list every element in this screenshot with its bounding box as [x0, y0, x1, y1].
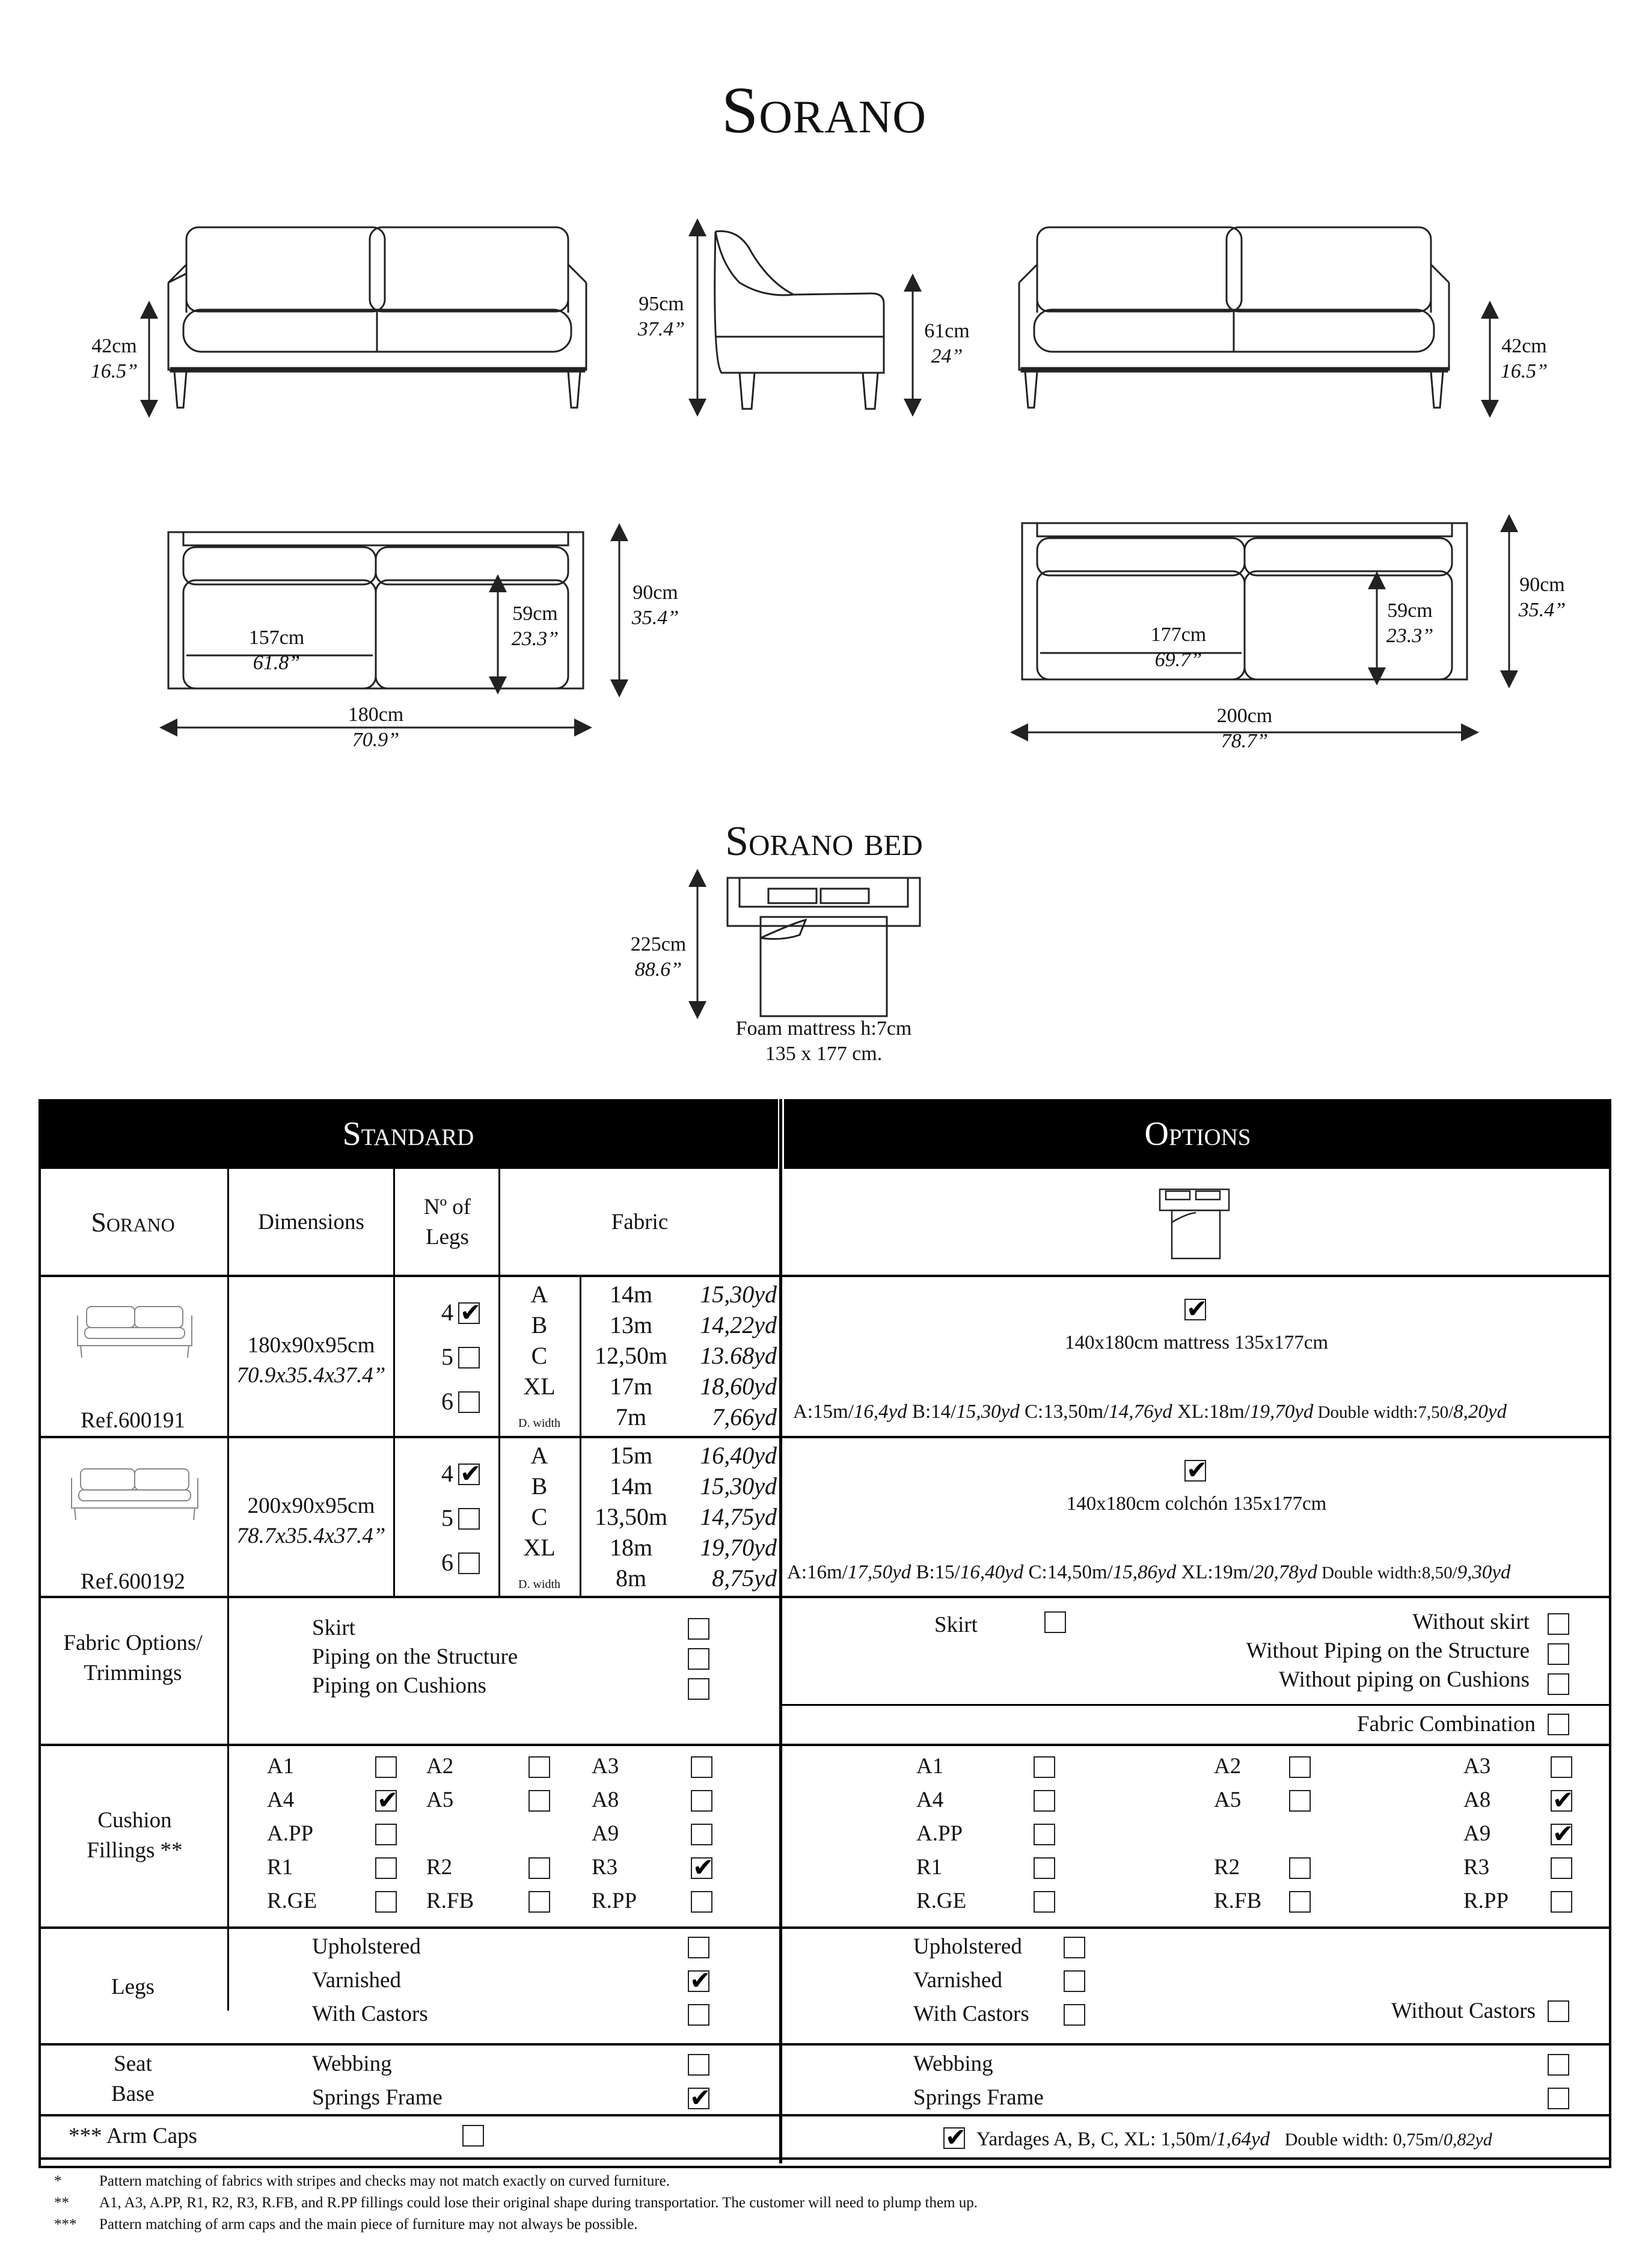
- yardage-part: 15,86yd: [1112, 1562, 1177, 1583]
- cushion-checkbox[interactable]: [1034, 1891, 1055, 1913]
- cushion-label: R.GE: [267, 1889, 317, 1913]
- cushion-checkbox[interactable]: [528, 1756, 550, 1778]
- cushion-standard: [267, 1752, 772, 1926]
- fabric-meters: 7m: [615, 1403, 647, 1430]
- fabric-code: C: [531, 1342, 548, 1369]
- cushion-checkbox[interactable]: [1551, 1756, 1572, 1778]
- ref-600191: Ref.600191: [81, 1408, 185, 1433]
- cushion-checkbox[interactable]: [1551, 1824, 1572, 1845]
- dim-top-left-seat: 59cm 23.3”: [511, 602, 559, 650]
- without-castors-checkbox[interactable]: [1548, 2000, 1569, 2022]
- dim-top-right-width: 200cm 78.7”: [1216, 705, 1273, 752]
- fabric-option-checkbox[interactable]: [688, 1618, 709, 1640]
- fabric-yards: 16,40yd: [700, 1442, 777, 1469]
- yardage-part: C:13,50m/: [1019, 1401, 1109, 1423]
- cushion-checkbox[interactable]: [1551, 1891, 1572, 1913]
- cushion-fillings-label: Cushion Fillings **: [87, 1808, 183, 1863]
- dim-top-left-width: 180cm 70.9”: [348, 703, 404, 751]
- fabric-yards: 8,75yd: [712, 1565, 777, 1592]
- fabric-option-opt-checkbox[interactable]: [1548, 1613, 1569, 1635]
- cushion-checkbox[interactable]: [375, 1824, 397, 1845]
- fabric-meters: 14m: [609, 1281, 653, 1308]
- yardage-part: 14,76yd: [1109, 1401, 1172, 1423]
- fabric-table-1: [500, 1280, 779, 1436]
- fabric-combination-checkbox[interactable]: [1548, 1714, 1569, 1735]
- legs-count: 6: [441, 1549, 453, 1576]
- fabric-meters: 13,50m: [594, 1503, 668, 1530]
- fabric-meters: 12,50m: [594, 1342, 668, 1369]
- yardage-part: 20,78yd: [1254, 1562, 1317, 1583]
- fabric-code: XL: [523, 1534, 556, 1561]
- fabric-code: D. width: [518, 1417, 560, 1430]
- seat-std-checkbox[interactable]: [688, 2054, 709, 2076]
- cushion-checkbox[interactable]: [1289, 1756, 1311, 1778]
- fabric-yards: 7,66yd: [712, 1403, 777, 1430]
- legs-checkbox[interactable]: [458, 1347, 480, 1368]
- legs-opt-checkbox[interactable]: [1064, 1970, 1085, 1992]
- dimensions-2: 200x90x95cm 78.7x35.4x37.4”: [236, 1494, 386, 1548]
- front-view-left: [168, 227, 586, 408]
- cushion-label: R1: [267, 1855, 293, 1880]
- fabric-meters: 8m: [615, 1565, 647, 1592]
- cushion-label: R3: [1463, 1855, 1490, 1880]
- cushion-checkbox[interactable]: [1551, 1857, 1572, 1879]
- fabric-yards: 15,30yd: [700, 1473, 777, 1500]
- cushion-checkbox[interactable]: [528, 1857, 550, 1879]
- footnote-text: Pattern matching of arm caps and the main piece of furniture may not always be possible.: [99, 2216, 638, 2233]
- fabric-options-label: Fabric Options/ Trimmings: [63, 1631, 203, 1685]
- yardage-part: 16,40yd: [960, 1562, 1024, 1583]
- seat-base-label: Seat Base: [111, 2052, 155, 2106]
- cushion-label: A9: [1463, 1821, 1491, 1846]
- seat-std-label: Springs Frame: [312, 2085, 443, 2110]
- fabric-option-opt-label: Without piping on Cushions: [1279, 1667, 1530, 1692]
- yardage-part: 19,70yd: [1249, 1401, 1314, 1423]
- cushion-options: [916, 1752, 1602, 1926]
- fabric-combination-label: Fabric Combination: [1357, 1712, 1536, 1736]
- cushion-label: A4: [916, 1788, 944, 1812]
- yardage-part: 17,50yd: [847, 1562, 911, 1583]
- seat-std-checkbox[interactable]: [688, 2088, 709, 2109]
- cushion-label: R1: [916, 1855, 943, 1880]
- fabric-meters: 18m: [609, 1534, 653, 1561]
- arm-caps-option-checkbox[interactable]: [943, 2127, 965, 2149]
- yardage-part: XL:18m/: [1172, 1401, 1250, 1423]
- footnote-mark: *: [54, 2173, 62, 2189]
- option-mattress-2: 140x180cm colchón 135x177cm: [1066, 1493, 1327, 1515]
- yardage-part: Double width:7,50/: [1313, 1403, 1454, 1422]
- arm-caps-label: *** Arm Caps: [69, 2124, 197, 2148]
- legs-opt-checkbox[interactable]: [1064, 1937, 1085, 1958]
- yardage-part: 8,20yd: [1453, 1401, 1507, 1423]
- footnote-mark: ***: [54, 2216, 77, 2233]
- legs-std-label: Upholstered: [312, 1934, 421, 1959]
- fabric-yards: 14,22yd: [700, 1311, 777, 1338]
- fabric-option-opt-checkbox[interactable]: [1548, 1673, 1569, 1695]
- dim-top-right-inner: 177cm 69.7”: [1150, 624, 1207, 671]
- dim-side-height: 95cm 37.4”: [637, 293, 685, 340]
- cushion-label: R.GE: [916, 1889, 967, 1913]
- cushion-label: A2: [426, 1754, 454, 1779]
- fabric-meters: 17m: [609, 1373, 653, 1400]
- arm-caps-yardage: Yardages A, B, C, XL: 1,50m/1,64yd Double width: 0,75m/0,82yd: [976, 2129, 1492, 2150]
- cushion-label: A9: [592, 1821, 619, 1846]
- fabric-option-opt-label: Without skirt: [1412, 1610, 1530, 1634]
- fabric-code: C: [531, 1503, 548, 1530]
- legs-opt-checkbox[interactable]: [1064, 2004, 1085, 2026]
- cushion-checkbox[interactable]: [1289, 1891, 1311, 1913]
- col-model: Sorano: [91, 1207, 175, 1237]
- dim-bed-length: 225cm 88.6”: [630, 933, 687, 981]
- fabric-yards: 13.68yd: [700, 1342, 777, 1369]
- dim-front-right: 42cm 16.5”: [1500, 335, 1548, 382]
- mattress-checkbox-2[interactable]: [1184, 1460, 1206, 1482]
- spec-table: [38, 1099, 1611, 2168]
- yardage-part: 16,4yd: [853, 1401, 907, 1423]
- cushion-label: A8: [1463, 1788, 1491, 1812]
- yardage-part: A:15m/: [793, 1401, 854, 1423]
- fabric-option-label: Piping on the Structure: [312, 1644, 518, 1669]
- cushion-label: A.PP: [267, 1821, 314, 1846]
- fabric-yards: 19,70yd: [700, 1534, 777, 1561]
- fabric-option-label: Skirt: [312, 1616, 355, 1640]
- yardage-part: C:14,50m/: [1023, 1562, 1113, 1583]
- legs-opt-label: With Castors: [913, 2002, 1029, 2026]
- seat-std-label: Webbing: [312, 2052, 392, 2076]
- opt-skirt-label: Skirt: [934, 1613, 978, 1637]
- seat-opt-label: Webbing: [913, 2052, 993, 2076]
- cushion-label: A5: [426, 1788, 454, 1812]
- yardage-1: [793, 1397, 1611, 1427]
- cushion-label: R.FB: [426, 1889, 474, 1913]
- dim-top-right-depth: 90cm 35.4”: [1518, 574, 1566, 621]
- legs-std-checkbox[interactable]: [688, 1970, 709, 1992]
- fabric-yards: 14,75yd: [700, 1503, 777, 1530]
- cushion-checkbox[interactable]: [528, 1891, 550, 1913]
- cushion-label: A1: [267, 1754, 295, 1779]
- col-legs: Nº of Legs: [423, 1195, 471, 1249]
- fabric-code: A: [530, 1281, 548, 1308]
- fabric-yards: 18,60yd: [700, 1373, 777, 1400]
- dim-top-left-depth: 90cm 35.4”: [631, 581, 679, 629]
- dimensions-1: 180x90x95cm 70.9x35.4x37.4”: [236, 1333, 386, 1388]
- cushion-label: R3: [592, 1855, 618, 1880]
- sofa-drawings: [0, 0, 1648, 1082]
- yardage-part: XL:19m/: [1176, 1562, 1254, 1583]
- cushion-checkbox[interactable]: [1034, 1857, 1055, 1879]
- fabric-code: XL: [523, 1373, 556, 1400]
- legs-options: [913, 1932, 1094, 2040]
- sofa-thumb-2: [66, 1460, 204, 1526]
- legs-opt-label: Upholstered: [913, 1934, 1022, 1959]
- fabric-options-standard: [312, 1613, 757, 1733]
- cushion-checkbox[interactable]: [1034, 1756, 1055, 1778]
- fabric-meters: 14m: [609, 1473, 653, 1500]
- yardage-part: B:15/: [911, 1562, 960, 1583]
- mattress-checkbox-1[interactable]: [1184, 1299, 1206, 1320]
- bed-mattress-note: Foam mattress h:7cm 135 x 177 cm.: [735, 1017, 912, 1065]
- fabric-meters: 13m: [609, 1311, 653, 1338]
- cushion-checkbox[interactable]: [1289, 1790, 1311, 1812]
- col-dimensions: Dimensions: [258, 1210, 364, 1234]
- cushion-label: R.FB: [1214, 1889, 1262, 1913]
- cushion-label: R2: [426, 1855, 453, 1880]
- cushion-label: A5: [1214, 1788, 1242, 1812]
- legs-std-label: With Castors: [312, 2002, 428, 2026]
- fabric-code: B: [531, 1473, 548, 1500]
- seat-opt-label: Springs Frame: [913, 2085, 1044, 2110]
- cushion-checkbox[interactable]: [691, 1857, 712, 1879]
- cushion-label: R.PP: [592, 1889, 637, 1913]
- yardage-part: B:14/: [907, 1401, 957, 1423]
- seat-options: [913, 2049, 1587, 2115]
- standard-header: Standard: [38, 1099, 778, 1169]
- dim-front-left: 42cm 16.5”: [90, 335, 138, 382]
- fabric-option-opt-label: Without Piping on the Structure: [1246, 1638, 1530, 1663]
- legs-count: 4: [441, 1299, 453, 1326]
- cushion-label: A4: [267, 1788, 295, 1812]
- yardage-2: [787, 1557, 1611, 1588]
- seat-opt-checkbox[interactable]: [1548, 2088, 1569, 2109]
- fabric-option-label: Piping on Cushions: [312, 1673, 486, 1698]
- arm-caps-standard-checkbox[interactable]: [462, 2125, 484, 2147]
- col-fabric: Fabric: [611, 1210, 669, 1234]
- page-title: Sorano: [721, 73, 927, 147]
- cushion-label: R.PP: [1463, 1889, 1509, 1913]
- legs-checkbox[interactable]: [458, 1463, 480, 1485]
- legs-checkbox[interactable]: [458, 1391, 480, 1413]
- cushion-checkbox[interactable]: [375, 1756, 397, 1778]
- cushion-label: A.PP: [916, 1821, 963, 1846]
- seat-opt-checkbox[interactable]: [1548, 2054, 1569, 2076]
- legs-std-label: Varnished: [312, 1968, 401, 1993]
- cushion-checkbox[interactable]: [528, 1790, 550, 1812]
- cushion-label: A3: [1463, 1754, 1491, 1779]
- cushion-checkbox[interactable]: [1551, 1790, 1572, 1812]
- cushion-checkbox[interactable]: [691, 1756, 712, 1778]
- legs-label: Legs: [111, 1975, 155, 1999]
- footnote-text: A1, A3, A.PP, R1, R2, R3, R.FB, and R.PP fillings could lose their original shape during transportatior. The customer will need to plump them up.: [99, 2195, 978, 2211]
- legs-group-2: [423, 1459, 495, 1597]
- option-mattress-1: 140x180cm mattress 135x177cm: [1064, 1332, 1329, 1353]
- fabric-options-options: [1000, 1607, 1584, 1703]
- fabric-code: A: [530, 1442, 548, 1469]
- yardage-part: 9,30yd: [1457, 1562, 1511, 1583]
- cushion-checkbox[interactable]: [1289, 1857, 1311, 1879]
- cushion-checkbox[interactable]: [375, 1891, 397, 1913]
- fabric-yards: 15,30yd: [700, 1281, 777, 1308]
- legs-standard: [312, 1932, 757, 2040]
- cushion-checkbox[interactable]: [375, 1790, 397, 1812]
- yardage-part: Double width:8,50/: [1317, 1563, 1457, 1583]
- legs-count: 4: [441, 1460, 453, 1487]
- dim-top-left-inner: 157cm 61.8”: [248, 627, 305, 674]
- fabric-code: B: [531, 1311, 548, 1338]
- dim-top-right-seat: 59cm 23.3”: [1386, 599, 1434, 647]
- yardage-part: 15,30yd: [956, 1401, 1020, 1423]
- legs-std-checkbox[interactable]: [688, 2004, 709, 2026]
- ref-600192: Ref.600192: [81, 1569, 185, 1594]
- options-header: Options: [784, 1099, 1611, 1169]
- fabric-meters: 15m: [609, 1442, 653, 1469]
- cushion-checkbox[interactable]: [375, 1857, 397, 1879]
- legs-checkbox[interactable]: [458, 1302, 480, 1324]
- cushion-label: A8: [592, 1788, 619, 1812]
- legs-checkbox[interactable]: [458, 1552, 480, 1574]
- cushion-checkbox[interactable]: [1034, 1790, 1055, 1812]
- legs-count: 5: [441, 1343, 453, 1370]
- front-view-right: [1019, 227, 1449, 408]
- cushion-checkbox[interactable]: [691, 1891, 712, 1913]
- fabric-table-2: [500, 1441, 779, 1597]
- fabric-option-opt-checkbox[interactable]: [1548, 1643, 1569, 1665]
- legs-std-checkbox[interactable]: [688, 1937, 709, 1958]
- cushion-checkbox[interactable]: [691, 1824, 712, 1845]
- seat-standard: [312, 2049, 757, 2115]
- yardage-part: A:16m/: [787, 1562, 848, 1583]
- fabric-code: D. width: [518, 1578, 560, 1591]
- cushion-checkbox[interactable]: [691, 1790, 712, 1812]
- fabric-option-checkbox[interactable]: [688, 1678, 709, 1700]
- side-view: [715, 231, 884, 409]
- sofa-thumb-1: [72, 1298, 198, 1364]
- cushion-checkbox[interactable]: [1034, 1824, 1055, 1845]
- legs-group-1: [423, 1298, 495, 1436]
- sofa-bed-icon: [1157, 1186, 1235, 1264]
- without-castors-label: Without Castors: [1391, 1999, 1536, 2023]
- legs-count: 6: [441, 1388, 453, 1415]
- cushion-label: A3: [592, 1754, 619, 1779]
- legs-opt-label: Varnished: [913, 1968, 1002, 1993]
- footnote-text: Pattern matching of fabrics with stripes and checks may not match exactly on curved furniture.: [99, 2173, 670, 2189]
- legs-count: 5: [441, 1504, 453, 1531]
- dim-side-arm: 61cm 24”: [924, 320, 970, 367]
- fabric-option-checkbox[interactable]: [688, 1648, 709, 1670]
- footnote-mark: **: [54, 2195, 69, 2211]
- legs-checkbox[interactable]: [458, 1508, 480, 1530]
- cushion-label: R2: [1214, 1855, 1240, 1880]
- cushion-label: A1: [916, 1754, 944, 1779]
- bed-drawing: [728, 878, 920, 1016]
- bed-title: Sorano bed: [725, 818, 923, 865]
- cushion-label: A2: [1214, 1754, 1242, 1779]
